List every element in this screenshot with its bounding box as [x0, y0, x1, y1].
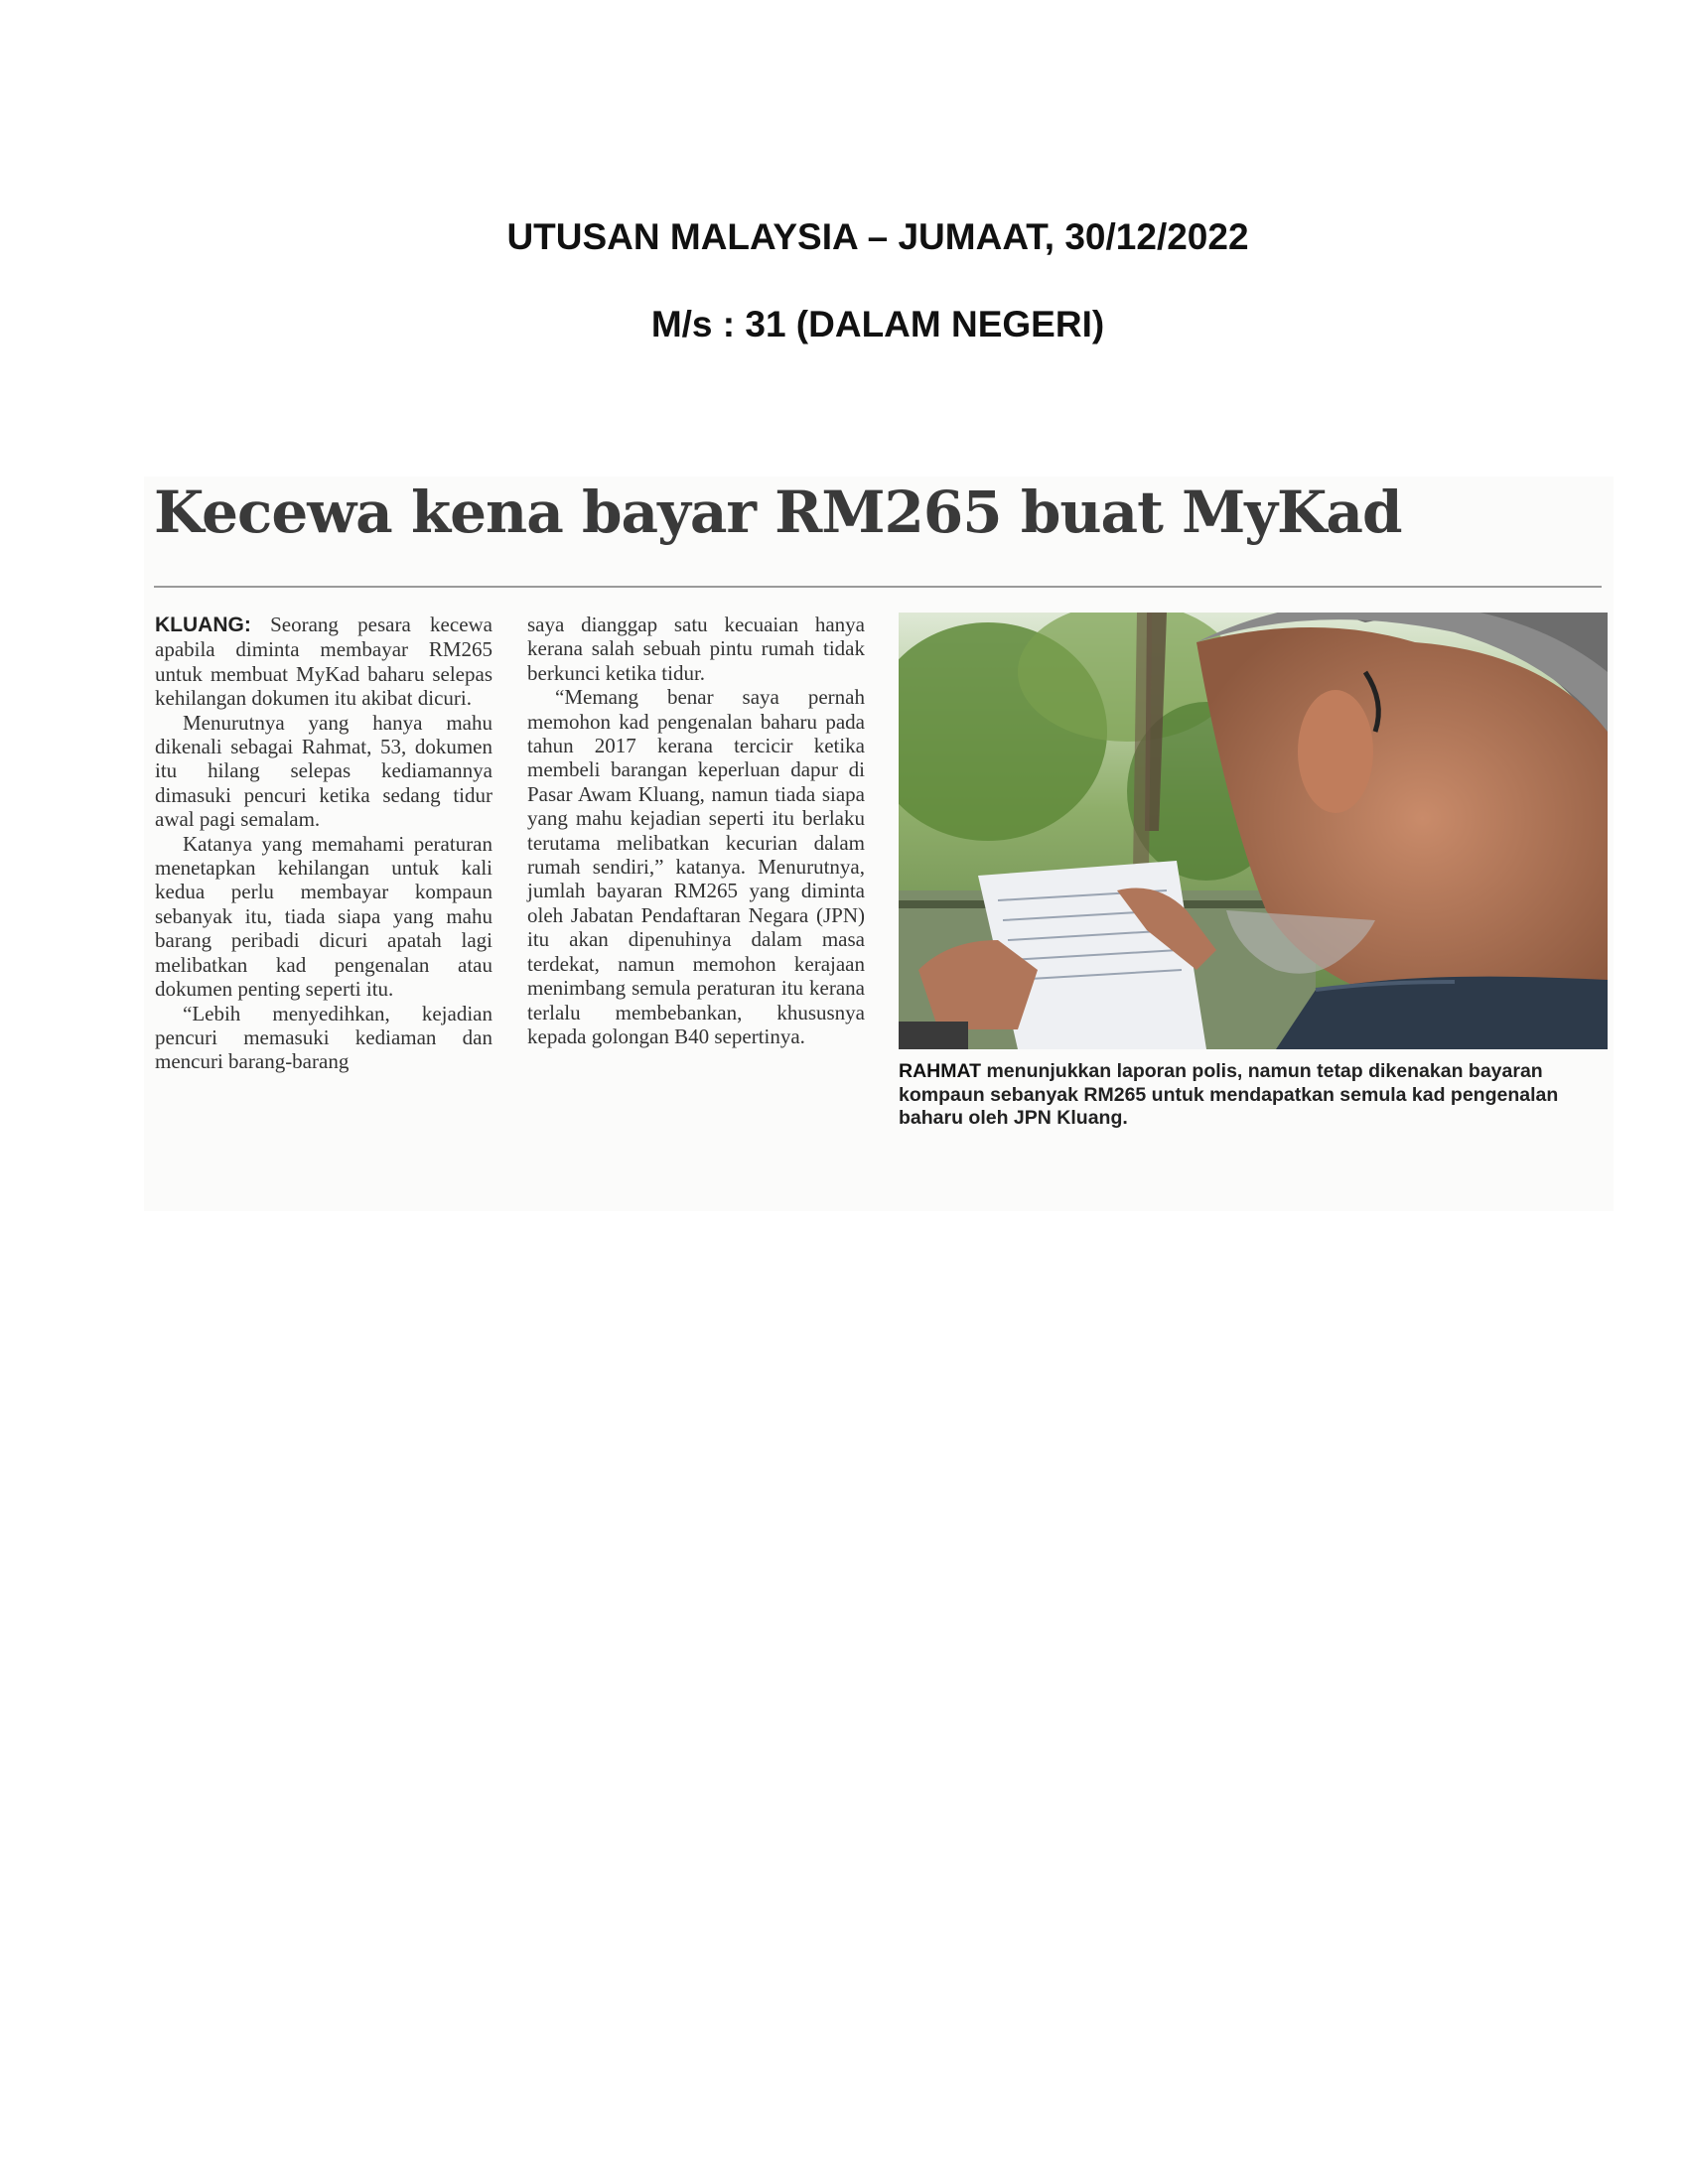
article-column-1	[155, 613, 492, 1074]
photo-man-reading-report	[899, 613, 1608, 1049]
article-paragraph: Menurutnya yang hanya mahu dikenali sebagai Rahmat, 53, dokumen itu hilang selepas kediamannya dimasuki pencuri ketika sedang tidur awal pagi semalam.	[155, 710, 492, 832]
article-photo	[899, 613, 1608, 1049]
news-clipping	[144, 477, 1614, 1211]
article-paragraph	[155, 613, 492, 711]
headline-divider	[154, 586, 1602, 588]
article-paragraph-text: Seorang pesara kecewa apabila diminta membayar RM265 untuk membuat MyKad baharu selepas kehilangan dokumen itu akibat dicuri.	[155, 613, 493, 711]
article-paragraph: “Lebih menyedihkan, kejadian pencuri memasuki kediaman dan mencuri barang-barang	[155, 1001, 492, 1074]
photo-caption	[899, 1060, 1608, 1131]
article-paragraph: “Memang benar saya pernah memohon kad pengenalan baharu pada tahun 2017 kerana tercicir ketika membeli barangan keperluan dapur di Pasar Awam Kluang, namun tiada siapa yang mahu kejadian seperti itu berlaku terutama melibatkan kecurian dalam rumah sendiri,” katanya. Menurutnya, jumlah bayaran RM265 yang diminta oleh Jabatan Pendaftaran Negara (JPN) itu akan dipenuhinya dalam masa terdekat, namun memohon kerajaan menimbang semula peraturan itu kerana terlalu membebankan, khususnya kepada golongan B40 sepertinya.	[527, 685, 865, 1048]
article-paragraph: saya dianggap satu kecuaian hanya kerana salah sebuah pintu rumah tidak berkunci ketika tidur.	[527, 613, 865, 685]
page-section-label: M/s : 31 (DALAM NEGERI)	[650, 304, 1105, 344]
caption-text: menunjukkan laporan polis, namun tetap dikenakan bayaran kompaun sebanyak RM265 untuk mendapatkan semula kad pengenalan baharu oleh JPN Kluang.	[899, 1060, 1559, 1129]
caption-lead: RAHMAT	[899, 1060, 982, 1082]
article-column-2	[527, 613, 865, 1048]
publication-title: UTUSAN MALAYSIA – JUMAAT, 30/12/2022	[506, 216, 1249, 257]
article-headline: Kecewa kena bayar RM265 buat MyKad	[154, 478, 1402, 546]
article-paragraph: Katanya yang memahami peraturan menetapkan kehilangan untuk kali kedua perlu membayar kompaun sebanyak itu, tiada siapa yang mahu barang peribadi dicuri apatah lagi melibatkan kad pengenalan atau dokumen penting seperti itu.	[155, 831, 492, 1002]
article-dateline: KLUANG:	[155, 614, 251, 636]
